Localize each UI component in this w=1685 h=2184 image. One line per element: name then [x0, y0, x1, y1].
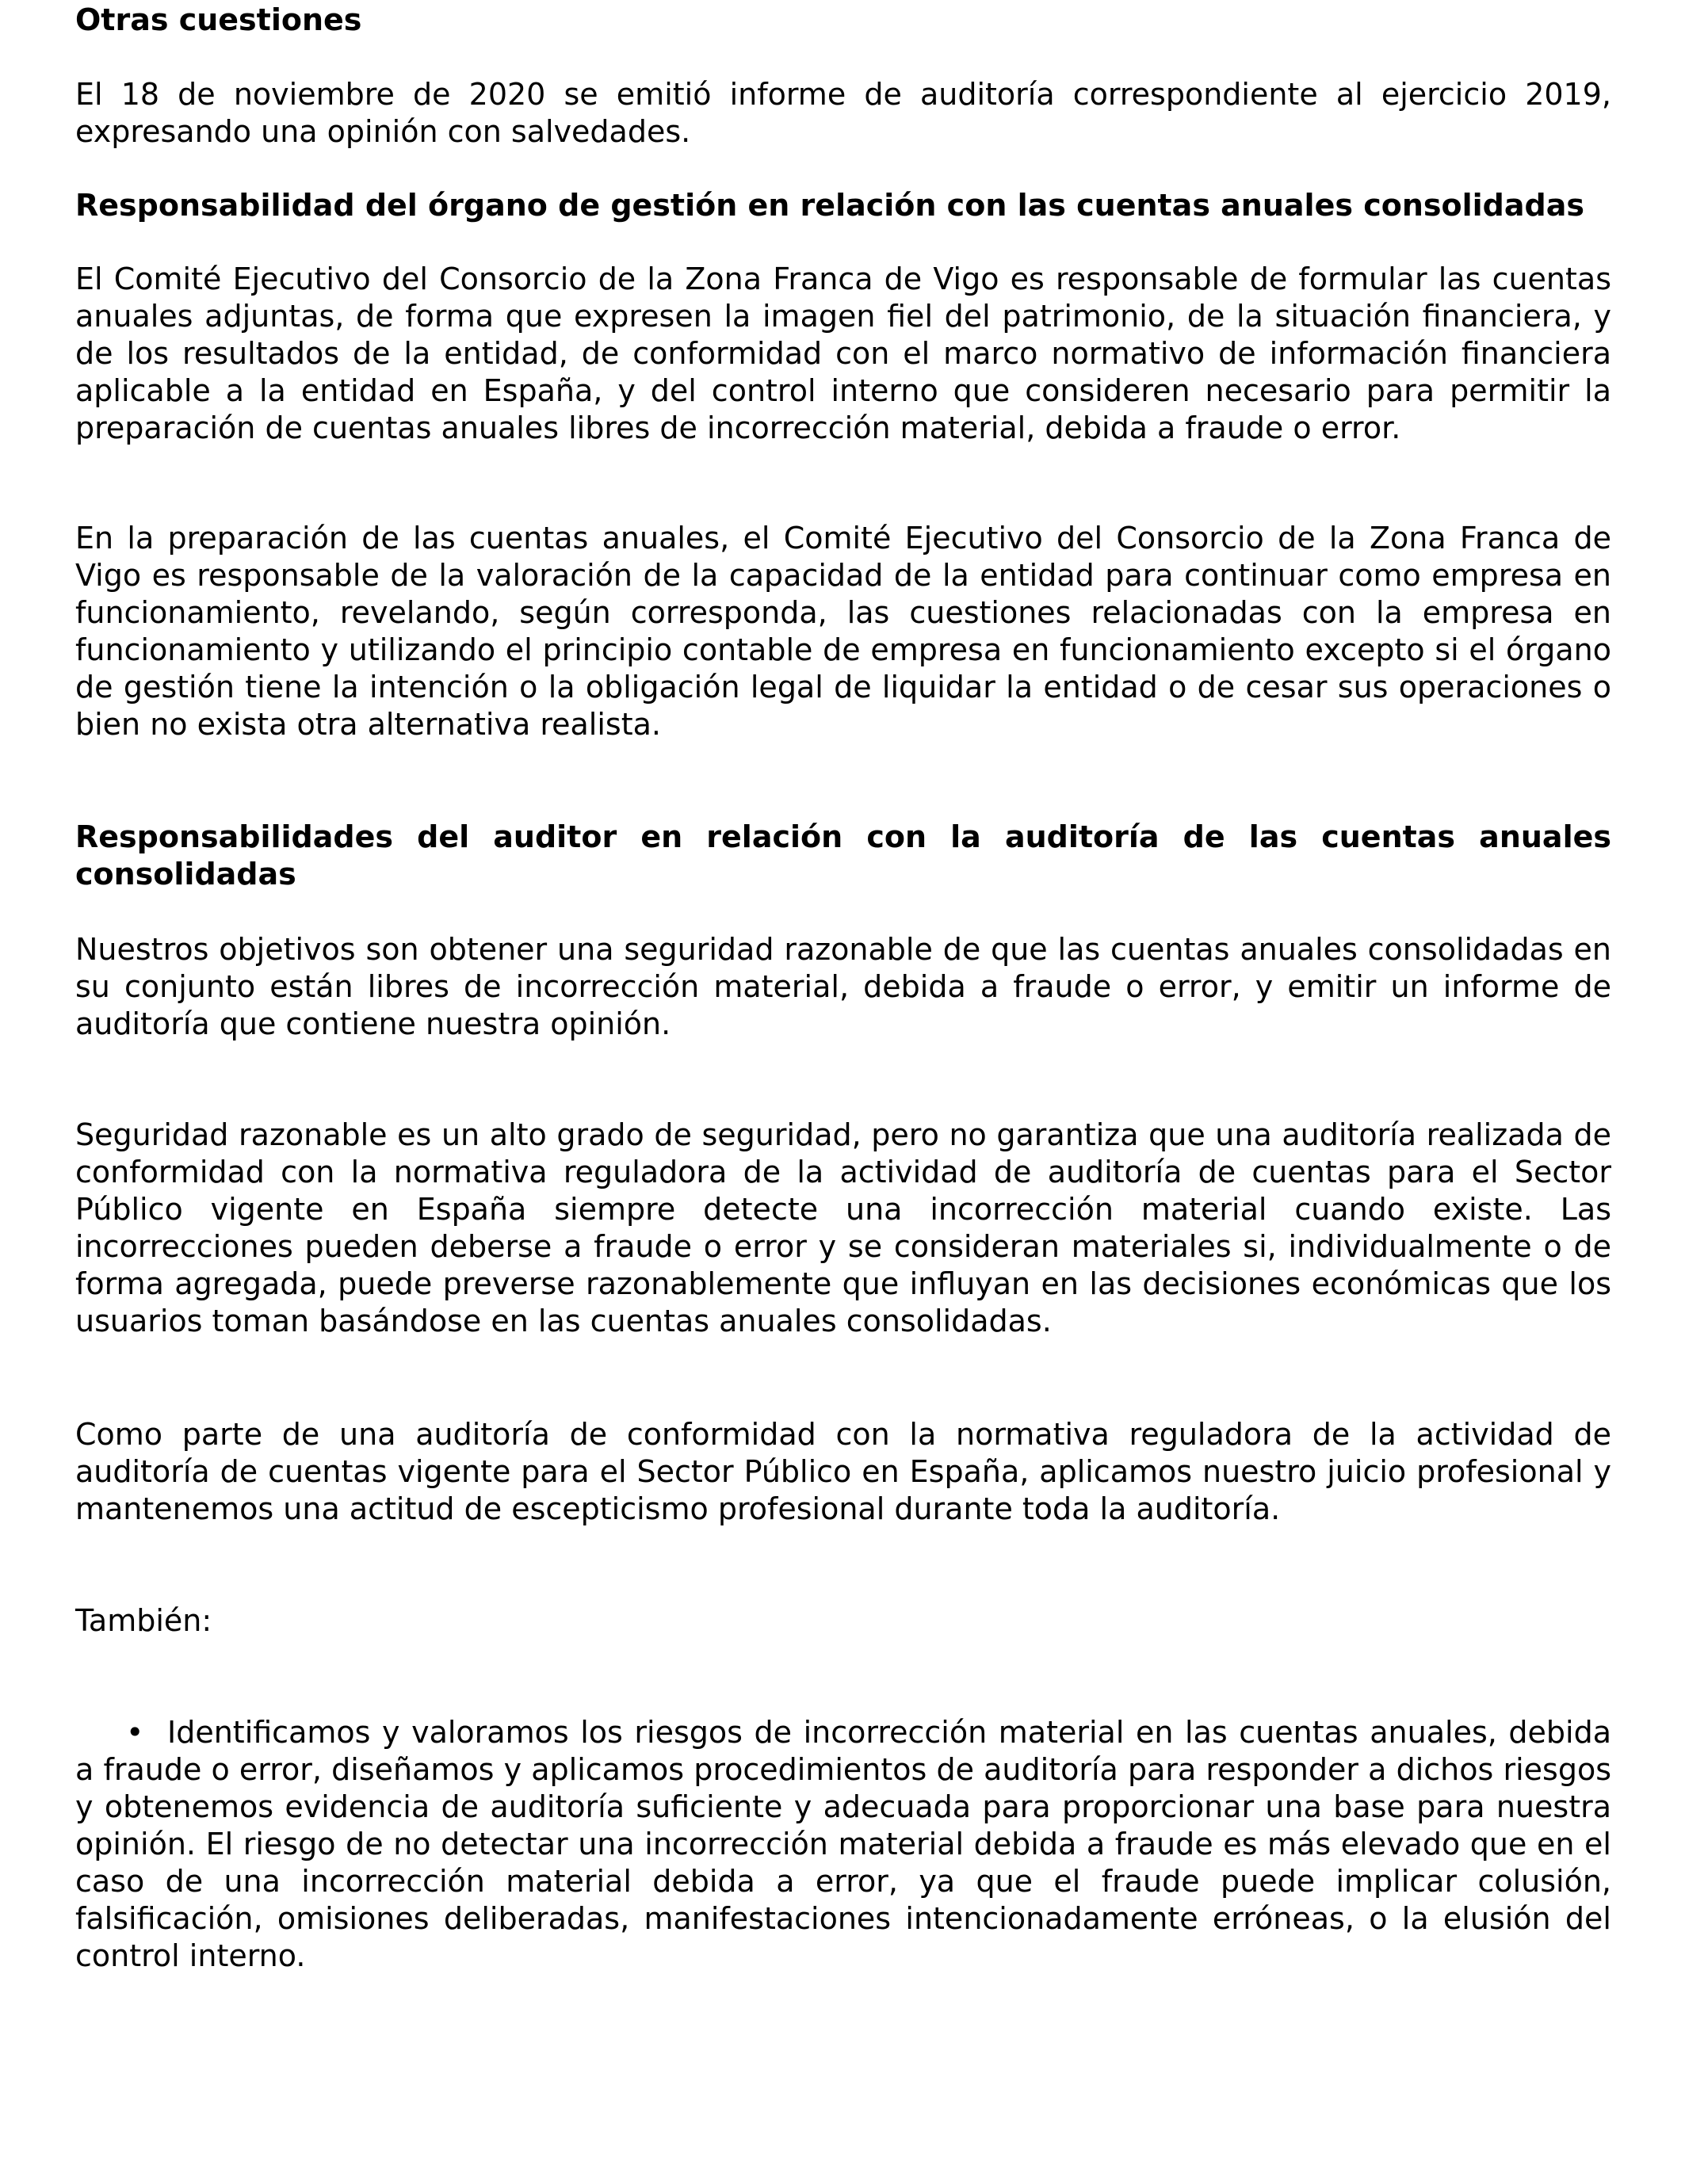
bullet-icon: •: [126, 1715, 144, 1750]
paragraph-informe-2019: El 18 de noviembre de 2020 se emitió informe de auditoría correspondiente al ejercicio 2019, expresando una opinión con salvedades.: [75, 77, 1611, 149]
bullet-text: Identificamos y valoramos los riesgos de incorrección material en las cuentas anuales, debida a fraude o error, diseñamos y aplicamos procedimientos de auditoría para responder a dichos riesgos y obtenemos evidencia de auditoría suficiente y adecuada para proporcionar una base para nuestra opinión. El riesgo de no detectar una incorrección material debida a fraude es más elevado que en el caso de una incorrección material debida a error, ya que el fraude puede implicar colusión, falsificación, omisiones deliberadas, manifestaciones intencionadamente erróneas, o la elusión del control interno.: [75, 1715, 1611, 1973]
paragraph-seguridad-razonable: Seguridad razonable es un alto grado de seguridad, pero no garantiza que una auditoría realizada de conformidad con la normativa reguladora de la actividad de auditoría de cuentas para el Sector Público vigente en España siempre detecte una incorrección material cuando existe. Las incorrecciones pueden deberse a fraude o error y se consideran materiales si, individualmente o de forma agregada, puede preverse razonablemente que influyan en las decisiones económicas que los usuarios toman basándose en las cuentas anuales consolidadas.: [75, 1117, 1611, 1338]
paragraph-comite-formular: El Comité Ejecutivo del Consorcio de la Zona Franca de Vigo es responsable de formular las cuentas anuales adjuntas, de forma que expresen la imagen fiel del patrimonio, de la situación financiera, y de los resultados de la entidad, de conformidad con el marco normativo de información financiera aplicable a la entidad en España, y del control interno que consideren necesario para permitir la preparación de cuentas anuales libres de incorrección material, debida a fraude o error.: [75, 262, 1611, 445]
heading-otras-cuestiones: Otras cuestiones: [75, 2, 362, 37]
paragraph-tambien: También:: [75, 1603, 212, 1638]
paragraph-juicio-profesional: Como parte de una auditoría de conformidad con la normativa reguladora de la actividad de auditoría de cuentas vigente para el Sector Público en España, aplicamos nuestro juicio profesional y mantenemos una actitud de escepticismo profesional durante toda la auditoría.: [75, 1417, 1611, 1526]
list-item: [75, 1714, 1611, 1975]
heading-responsabilidad-organo: Responsabilidad del órgano de gestión en relación con las cuentas anuales consolidadas: [75, 188, 1584, 223]
paragraph-objetivos: Nuestros objetivos son obtener una seguridad razonable de que las cuentas anuales consolidadas en su conjunto están libres de incorrección material, debida a fraude o error, y emitir un informe de auditoría que contiene nuestra opinión.: [75, 932, 1611, 1041]
paragraph-empresa-funcionamiento: En la preparación de las cuentas anuales, el Comité Ejecutivo del Consorcio de la Zona Franca de Vigo es responsable de la valoración de la capacidad de la entidad para continuar como empresa en funcionamiento, revelando, según corresponda, las cuestiones relacionadas con la empresa en funcionamiento y utilizando el principio contable de empresa en funcionamiento excepto si el órgano de gestión tiene la intención o la obligación legal de liquidar la entidad o de cesar sus operaciones o bien no exista otra alternativa realista.: [75, 521, 1611, 742]
heading-responsabilidades-auditor: Responsabilidades del auditor en relación con la auditoría de las cuentas anuales consolidadas: [75, 819, 1611, 892]
